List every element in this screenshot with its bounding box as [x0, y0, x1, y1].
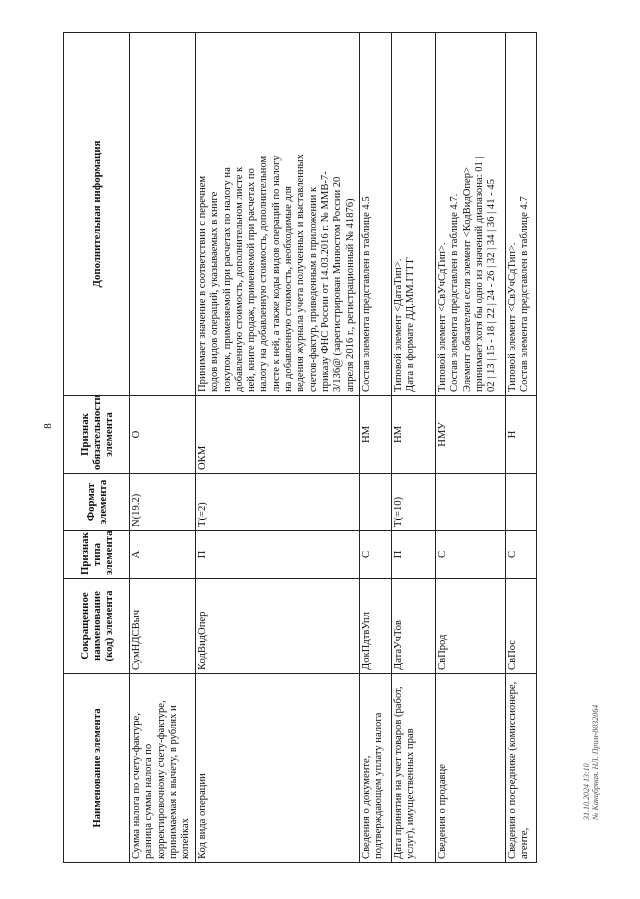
cell-name: Код вида операции [196, 674, 360, 863]
cell-code: КодВидОпер [196, 579, 360, 674]
cell-format [360, 474, 392, 531]
info-line: приказу ФНС России от 14.03.2016 г. № ММВ-7- [319, 171, 331, 392]
info-line: Состав элемента представлен в таблице 4.5 [361, 196, 372, 392]
cell-type: С [436, 531, 506, 579]
table-row [196, 33, 360, 863]
table-row [360, 33, 392, 863]
cell-name: Сведения о документе, подтверждающем уплату налога [360, 674, 392, 863]
info-line: ведения журнала учета полученных и выставленных [295, 154, 307, 392]
cell-code: СвПос [506, 579, 537, 674]
column-header-type: Признак типа элемента [64, 531, 130, 579]
table-row [506, 33, 537, 863]
cell-type: П [196, 531, 360, 579]
info-line: листе к ней, а также коды видов операций по налогу [270, 155, 282, 392]
cell-format [506, 474, 537, 531]
cell-format: N(19.2) [130, 474, 196, 531]
cell-name: Сведения о продавце [436, 674, 506, 863]
info-line: налогу на добавленную стоимость, дополнительном [258, 155, 270, 392]
info-line: Принимает значение в соответствии с перечнем [197, 175, 208, 392]
info-line: апреля 2016 г., регистрационный № 41876) [344, 198, 356, 392]
cell-name: Сведения о посреднике (комиссионере, агенте, [506, 674, 537, 863]
cell-code: ДокПдтвУпл [360, 579, 392, 674]
table-row [436, 33, 506, 863]
column-header-code: Сокращенное наименование (код) элемента [64, 579, 130, 674]
info-line: кодов видов операций, указываемых в книге [209, 191, 221, 392]
cell-info [130, 33, 196, 396]
info-line: ней, книге продаж, применяемой при расчетах по [246, 168, 258, 392]
cell-required: ОКМ [196, 396, 360, 474]
column-header-required: Признак обязательности элемента [64, 396, 130, 474]
cell-name: Дата принятия на учет товаров (работ, услуг), имущественных прав [392, 674, 436, 863]
cell-type: А [130, 531, 196, 579]
info-line: Типовой элемент <СвУчСдТип>. [507, 242, 518, 392]
info-line: на добавленную стоимость, необходимые для [283, 185, 295, 392]
registration-stamp [582, 705, 600, 820]
info-line: принимает хотя бы одно из значений диапазона: 01 | [473, 156, 485, 392]
table-row [392, 33, 436, 863]
cell-info [436, 33, 506, 396]
cell-type: П [392, 531, 436, 579]
cell-info [360, 33, 392, 396]
cell-info [392, 33, 436, 396]
info-line: добавленную стоимость, дополнительном листе к [233, 166, 245, 392]
cell-format: T(=2) [196, 474, 360, 531]
column-header-name: Наименование элемента [64, 674, 130, 863]
info-line: покупок, применяемой при расчетах по налогу на [221, 167, 233, 392]
info-line: Элемент обязателен если элемент <КодВидОпер> [461, 166, 473, 392]
info-line: Дата в формате ДД.ММ.ГГГГ [405, 257, 417, 392]
table-row [130, 33, 196, 863]
cell-format: T(=10) [392, 474, 436, 531]
cell-type: С [506, 531, 537, 579]
info-line: Типовой элемент <ДатаТип>. [393, 258, 404, 392]
column-header-format: Формат элемента [64, 474, 130, 531]
cell-code: ДатаУчТов [392, 579, 436, 674]
rotated-table-wrapper [63, 33, 536, 863]
info-line: 3/136@ (зарегистрирован Минюстом России 20 [332, 176, 344, 392]
info-line: Состав элемента представлен в таблице 4.7 [519, 196, 531, 392]
page-number: 8 [41, 423, 54, 429]
cell-code: СвПрод [436, 579, 506, 674]
column-header-info: Дополнительная информация [64, 33, 130, 396]
info-line: Типовой элемент <СвУчСдТип>. [437, 242, 448, 392]
elements-table [63, 32, 537, 863]
cell-required: Н [506, 396, 537, 474]
info-line: счетов-фактур, приведенным в приложении к [307, 186, 319, 392]
cell-required: НМ [392, 396, 436, 474]
cell-name: Сумма налога по счету-фактуре, разница суммы налога по корректировочному счету-фактуре, принимаемая к вычету, в рублях и копейках [130, 674, 196, 863]
cell-format [436, 474, 506, 531]
cell-type: С [360, 531, 392, 579]
cell-required: НМ [360, 396, 392, 474]
cell-info [196, 33, 360, 396]
stamp-line-1: 31.10.2024 13:10 [582, 763, 591, 820]
info-line: 02 | 13 | 15 - 18 | 22 | 24 - 26 | 32 | 34 | 36 | 41 - 45 [486, 179, 498, 392]
stamp-line-2: № Канцбрная. НЛ. Прим-8032064 [591, 704, 600, 820]
table-header-row [64, 33, 130, 863]
cell-code: СумНДСВыч [130, 579, 196, 674]
cell-required: О [130, 396, 196, 474]
cell-info [506, 33, 537, 396]
info-line: Состав элемента представлен в таблице 4.7. [449, 193, 461, 392]
cell-required: НМУ [436, 396, 506, 474]
